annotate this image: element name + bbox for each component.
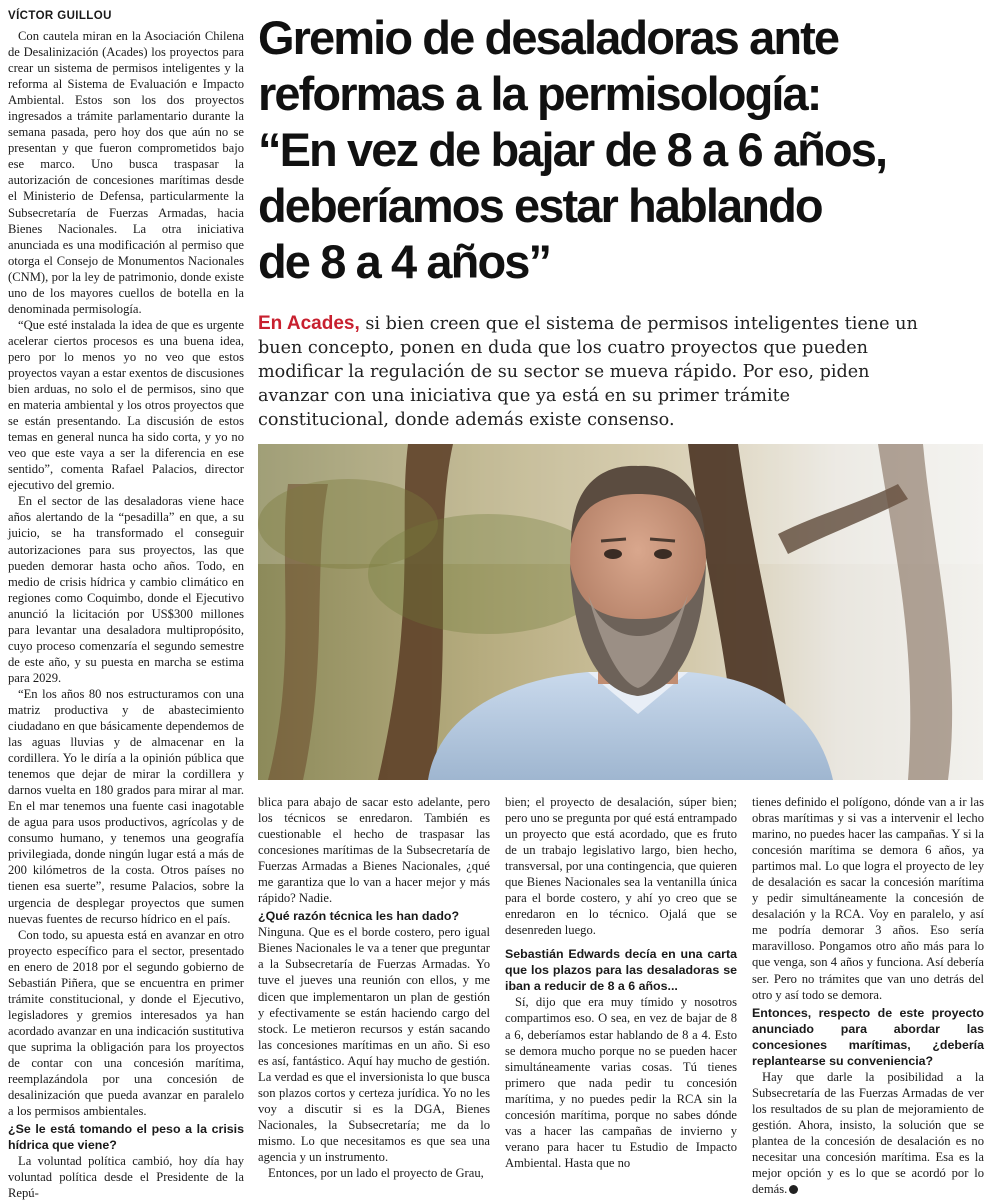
- article-paragraph: Entonces, por un lado el proyecto de Grau,: [268, 1166, 484, 1181]
- interview-question: ¿Qué razón técnica les han dado?: [258, 909, 460, 924]
- lead-highlight: En Acades,: [258, 313, 360, 334]
- article-paragraph: En el sector de las desaladoras viene hace años alertando de la “pesadilla” en que, a su juicio, se ha transformado el conseguir autorizaciones para sus proyectos, las que pueden demorar hasta ocho años. Todo, en medio de crisis hídrica y cambio climático en regiones como Coquimbo, donde el Ejecutivo anunció la licitación por US$300 millones para levantar una desaladora multipropósito, cuyo proceso comenzaría el segundo semestre de este año, y su puesta en marcha se estima para 2029.: [8, 494, 244, 685]
- article-column-1: [8, 28, 244, 1201]
- portrait-photo-illustration: [258, 444, 983, 780]
- headline: [258, 10, 993, 290]
- headline-line: de 8 a 4 años”: [258, 235, 551, 288]
- headline-line: “En vez de bajar de 8 a 6 años,: [258, 123, 887, 176]
- article-paragraph: La voluntad política cambió, hoy día hay voluntad política desde el Presidente de la Repú-: [8, 1154, 244, 1201]
- lead-line: constitucional, donde además existe consenso.: [258, 410, 675, 430]
- article-paragraph: “Que esté instalada la idea de que es urgente acelerar ciertos procesos es una buena idea, pero por lo menos yo no veo que estos proyectos vayan a estar exentos de discusiones bien arduas, no solo el de permisos, sino que en materia ambiental y los otros proyectos que se están presentando. La discusión de estos temas en general nunca ha sido corta, y yo no veo que este vaya a ser la diferencia en ese sentido”, comenta Rafael Palacios, director ejecutivo del gremio.: [8, 317, 244, 493]
- lead-line: avanzar con una iniciativa que ya está en su primer trámite: [258, 386, 791, 406]
- article-column-2: [258, 794, 490, 1181]
- article-paragraph: tienes definido el polígono, dónde van a ir las obras marítimas y si vas a intervenir el lecho marino, no puedes hacer las campañas. Y si la concesión marítima se demora 6 años, ya partimos mal. Lo que logra el proyecto de ley de desalación es sacar la concesión marítima y pedir simultáneamente la concesión de desalación y la RCA. Voy en paralelo, y así me podría demorar 3 años. Eso sería maravilloso. Pongamos otro año más para lo que venga, son 4 años y funciona. Así debería ser. Pero no trámites que van uno detrás del otro y así todo se demora.: [752, 795, 984, 1002]
- byline: VÍCTOR GUILLOU: [8, 10, 112, 22]
- article-paragraph: blica para abajo de sacar esto adelante, pero los técnicos se enredaron. También es cuestionable el hecho de traspasar las concesiones marítimas de la Subsecretaría de Fuerzas Armadas a Bienes Nacionales, ¿qué me garantiza que lo van a hacer mejor y más rápido? Nadie.: [258, 795, 490, 906]
- lead-line: [258, 312, 988, 336]
- lead-line: modificar la regulación de su sector se mueva rápido. Por eso, piden: [258, 362, 870, 382]
- article-paragraph: [752, 1069, 984, 1197]
- article-paragraph: Con cautela miran en la Asociación Chilena de Desalinización (Acades) los proyectos para crear un sistema de permisos inteligentes y la reforma al Sistema de Evaluación e Impacto Ambiental. Estos son los dos proyectos ingresados a trámite parlamentario durante la semana pasada, pero hoy dos que aún no se presentan y que fueron comprometidos bajo ese marco. Uno busca traspasar la autorización de concesiones marítimas desde el Ministerio de Defensa, particularmente la Subsecretaría de Fuerzas Armadas, hacia Bienes Nacionales. La otra iniciativa anunciada es una modificación al permiso que otorga el Consejo de Monumentos Nacionales (CNM), por la ley de patrimonio, donde existe uno de los mayores cuellos de botella en la denominada permisología.: [8, 29, 244, 316]
- article-paragraph: bien; el proyecto de desalación, súper bien; pero uno se pregunta por qué está entrampado un proyecto que está acordado, que es fruto de un trabajo legislativo largo, bien hecho, transversal, por una contingencia, que quieren que Bienes Nacionales sea la ventanilla única para el borde costero, y ahí yo creo que se enredaron en lo técnico. Ojalá que se desenreden luego.: [505, 795, 737, 938]
- lead-text: si bien creen que el sistema de permisos inteligentes tiene un: [359, 314, 918, 334]
- interview-question: ¿Se le está tomando el peso a la crisis hídrica que viene?: [8, 1122, 244, 1153]
- article-column-3: [505, 794, 737, 1171]
- interview-question: Sebastián Edwards decía en una carta que los plazos para las desaladoras se iban a reducir de 8 a 6 años...: [505, 947, 737, 994]
- article-column-4: [752, 794, 984, 1197]
- article-text: Hay que darle la posibilidad a la Subsecretaría de las Fuerzas Armadas de ver los resultados de su plan de mejoramiento de gestión. Ahora, insisto, la solución que se plantea de la concesión de desalación es no necesitar una concesión marítima. Esa es la mejor opción y es lo que se acordó por lo demás.: [752, 1069, 984, 1196]
- article-paragraph: “En los años 80 nos estructuramos con una matriz productiva y de abastecimiento ciudadano en que básicamente dependemos de las aguas lluvias y de almacenar en la cordillera. Yo le diría a la opinión pública que tenemos que dejar de mirar la cordillera y darnos vuelta en 180 grados para mirar al mar. En el mar tenemos una fuente casi inagotable de agua para usos productivos, agrícolas y de consumo humano, y tenemos una geografía privilegiada, donde ningún lugar está a más de 200 kilómetros de la costa. Otros países no tienen esa suerte”, resume Palacios, sobre la urgencia de desplegar proyectos que sumen nuevas fuentes de recurso hídrico en el país.: [8, 686, 244, 926]
- article-paragraph: Sí, dijo que era muy tímido y nosotros compartimos eso. O sea, en vez de bajar de 8 a 6, deberíamos estar hablando de 8 a 4. Esto se demora mucho porque no se pueden hacer simultáneamente varias cosas. Tú tienes primero que nada pedir tu concesión marítima, y no puedes pedir la RCA sin la concesión marítima, porque no sabes dónde vas a hacer las campañas de invierno y verano para hacer tu Estudio de Impacto Ambiental. Hasta que no: [505, 995, 737, 1170]
- interview-question: Entonces, respecto de este proyecto anunciado para abordar las concesiones marítimas, ¿debería replantearse su conveniencia?: [752, 1005, 984, 1068]
- lead-paragraph: [258, 312, 988, 432]
- end-mark-icon: [789, 1185, 798, 1194]
- portrait-photo: [258, 444, 983, 780]
- headline-line: Gremio de desaladoras ante: [258, 11, 839, 64]
- headline-line: reformas a la permisología:: [258, 67, 821, 120]
- article-paragraph: Con todo, su apuesta está en avanzar en otro proyecto específico para el sector, presentado en enero de 2018 por el segundo gobierno de Sebastián Piñera, que se encuentra en primer trámite constitucional, y donde el Ejecutivo, legisladores y gremios interesados ya han acordado avanzar en una indicación sustitutiva que suprima la obligación para los proyectos de contar con una concesión marítima, reemplazándola por una concesión de desalinización que pueda avanzar en paralelo a los permisos ambientales.: [8, 927, 244, 1119]
- article-paragraph: Ninguna. Que es el borde costero, pero igual Bienes Nacionales le va a tener que preguntar a la Subsecretaría de Fuerzas Armadas. Yo tuve el jueves una reunión con ellos, y me dicen que implementaron un plan de gestión y efectivamente se están haciendo cargo del stock. Le metieron recursos y están sacando las concesiones marítimas en un año. Si eso es así, fantástico. Aquí hay mucho de gestión. La verdad es que el inversionista lo que busca son plazos cortos y certeza jurídica. Yo no les voy a discutir si es la DGA, Bienes Nacionales, la Subsecretaría; me da lo mismo. Lo que necesitamos es que sea una agencia y un instrumento.: [258, 925, 490, 1164]
- lead-line: buen concepto, ponen en duda que los cuatro proyectos que pueden: [258, 338, 869, 358]
- headline-line: deberíamos estar hablando: [258, 179, 822, 232]
